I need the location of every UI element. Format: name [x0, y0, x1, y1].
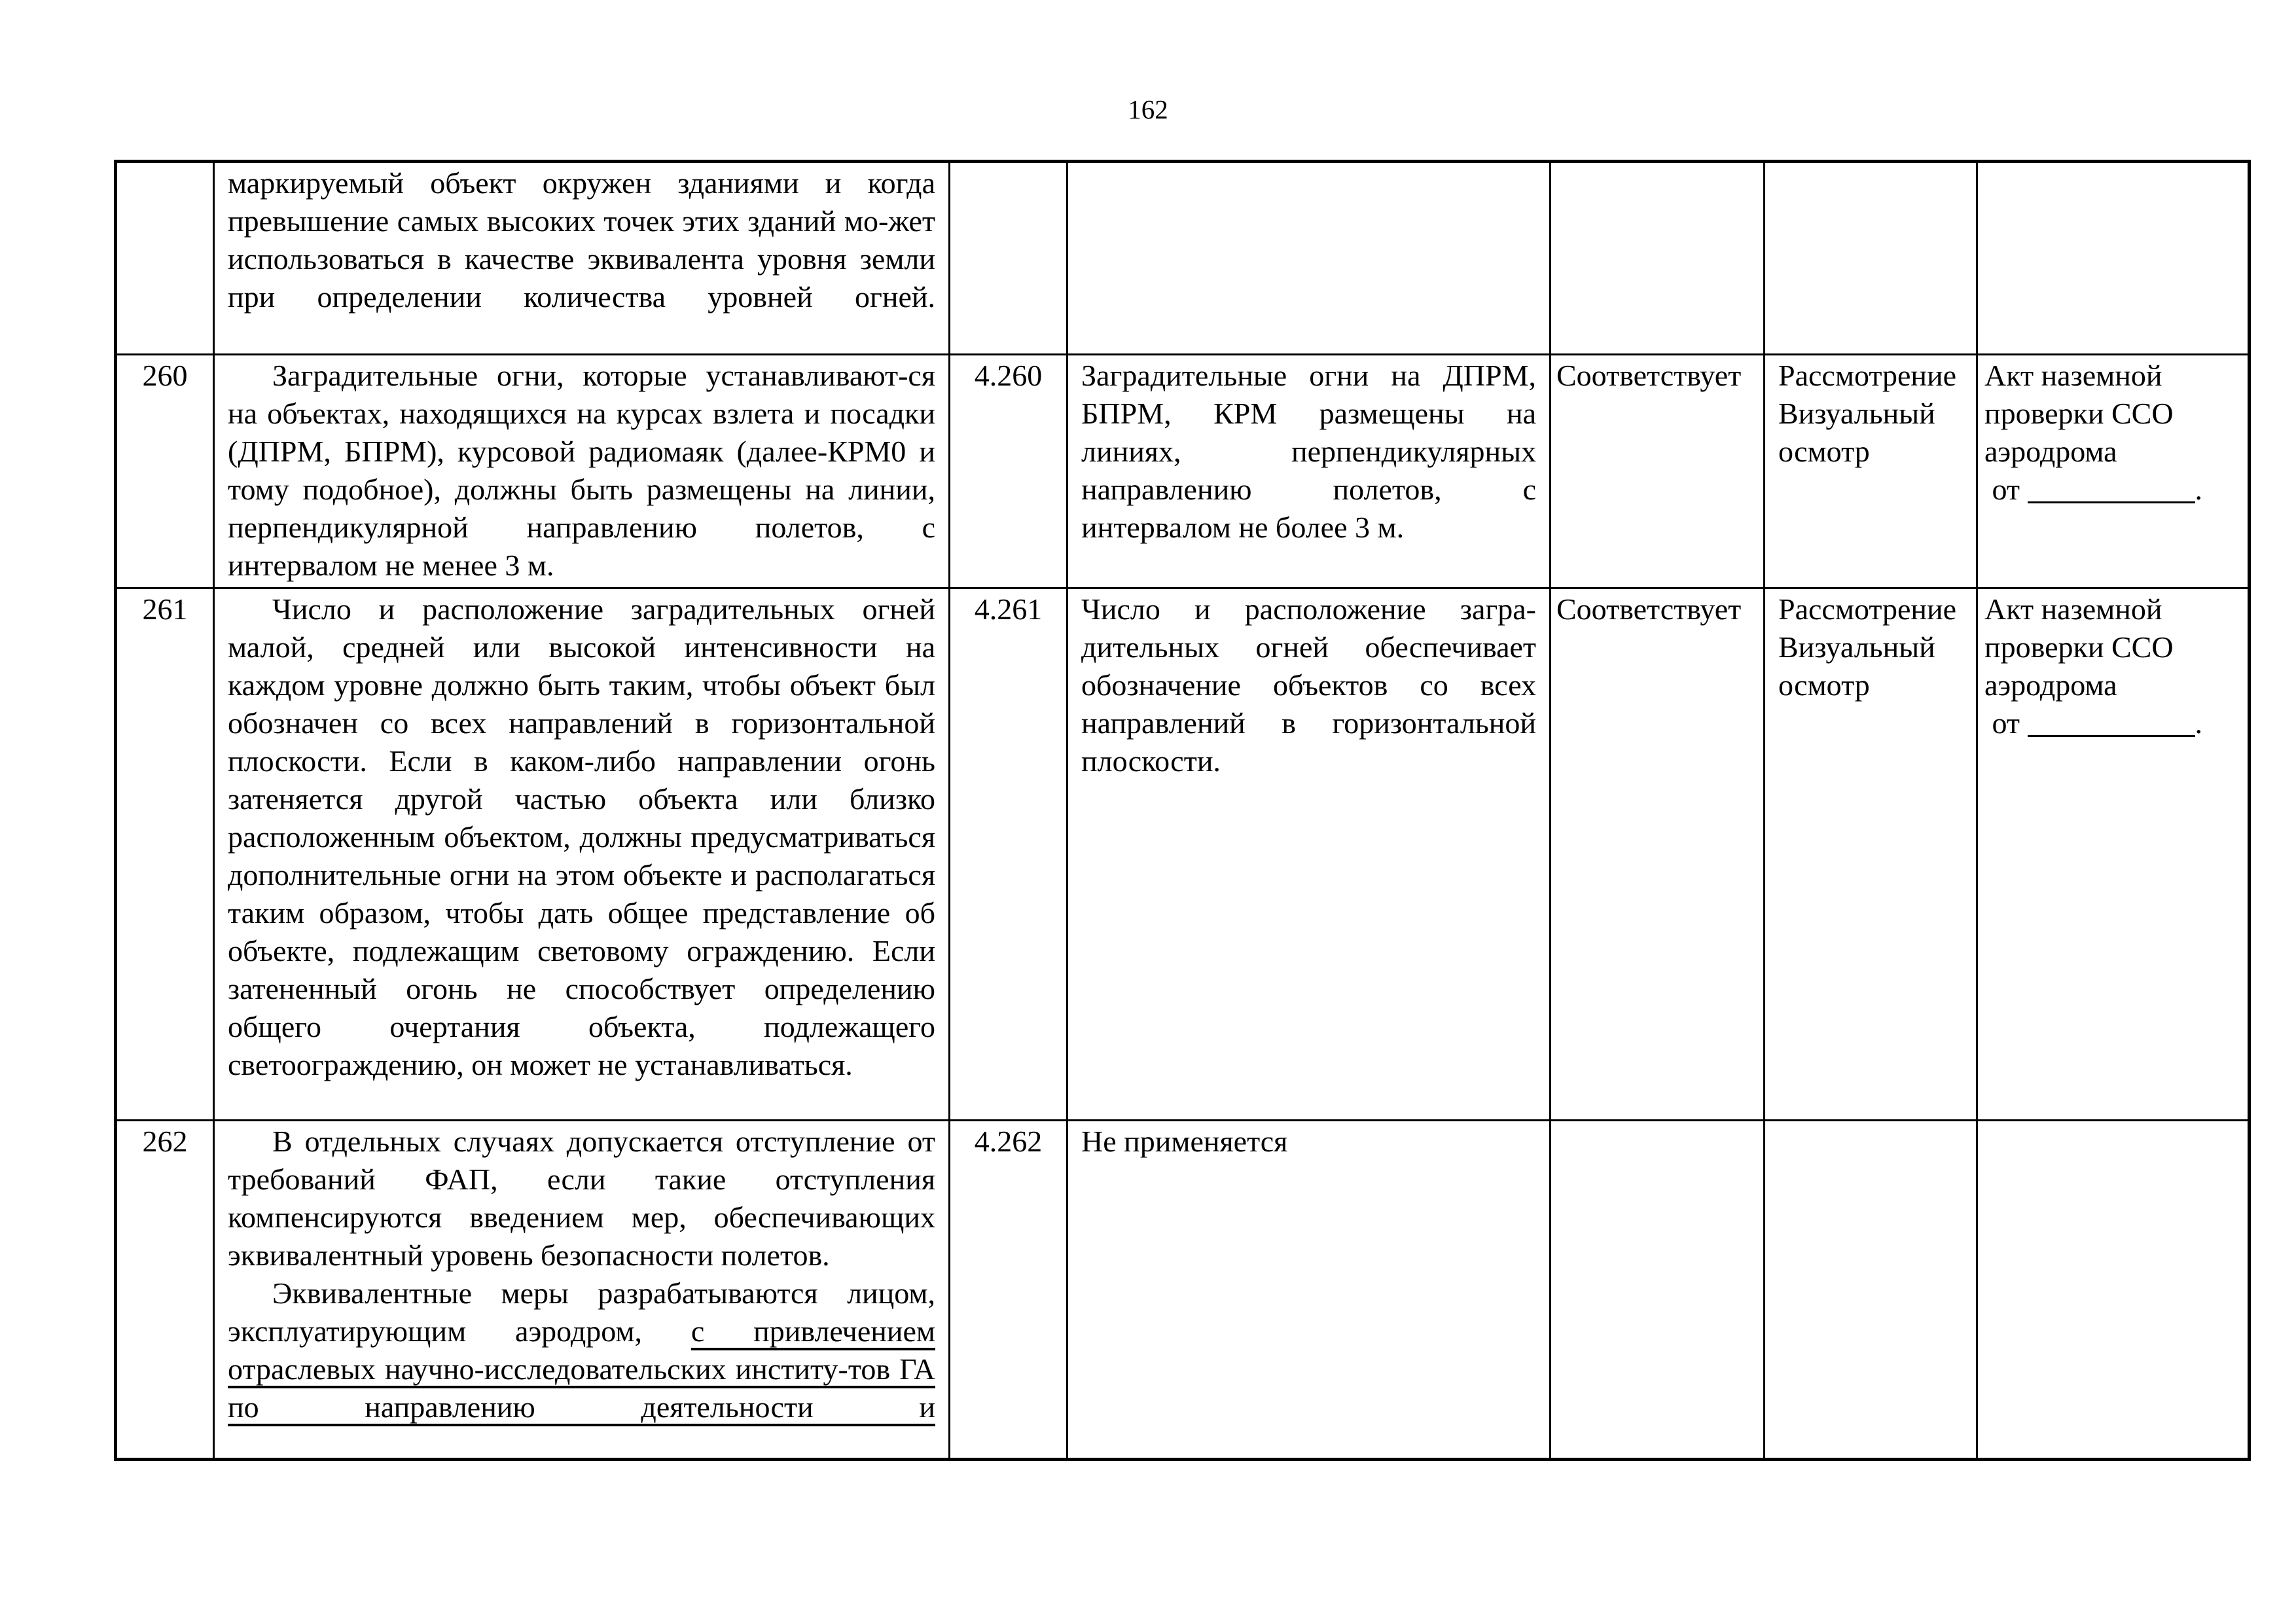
requirement-paragraph-start: Эквивалентные меры разрабатываются лицом, эксплуатирующим аэродром, — [228, 1276, 935, 1348]
requirement-paragraph: Число и расположение заградительных огней малой, средней или высокой интенсивности на каждом уровне должно быть таким, чтобы объект был обозначен со всех направлений в горизонтальной плоскости. Если в каком-либо направлении огонь затеняется другой частью объекта или близко расположенным объектом, должны предусматриваться дополнительные огни на этом объекте и располагаться таким образом, чтобы дать общее представление об объекте, подлежащим световому ограждению. Если затененный огонь не способствует определению общего очертания объекта, подлежащего светоограждению, он может не устанавливаться. — [228, 592, 935, 1081]
evidence-document — [1977, 355, 2250, 588]
requirement-text — [214, 588, 950, 1121]
method-line: Визуальный — [1778, 630, 1935, 664]
method-line: осмотр — [1778, 668, 1870, 702]
verification-method — [1765, 1121, 1977, 1460]
document-line: Акт наземной — [1984, 592, 2162, 626]
underlined-amendment: с привлечением отраслевых научно-исследовательских институ-тов ГА по направлению деятельности и — [228, 1314, 935, 1424]
requirement-paragraph: В отдельных случаях допускается отступление от требований ФАП, если такие отступления компенсируются введением мер, обеспечивающих эквивалентный уровень безопасности полетов. — [228, 1125, 935, 1272]
implementation-text: Не применяется — [1067, 1121, 1551, 1460]
implementation-text: Число и расположение загра-дительных огней обеспечивает обозначение объектов со всех направлений в горизонтальной плоскости. — [1067, 588, 1551, 1121]
document-date-line: от . — [1992, 473, 2202, 506]
requirement-text — [214, 355, 950, 588]
row-number — [116, 162, 214, 355]
verification-method — [1765, 588, 1977, 1121]
reference-number: 4.262 — [950, 1121, 1067, 1460]
table-row — [116, 1121, 2250, 1460]
document-line: аэродрома — [1984, 668, 2117, 702]
row-number: 260 — [116, 355, 214, 588]
table-row — [116, 162, 2250, 355]
document-date-line: от . — [1992, 706, 2202, 740]
requirement-paragraph — [228, 1274, 935, 1426]
evidence-document — [1977, 162, 2250, 355]
compliance-status — [1551, 162, 1765, 355]
date-prefix: от — [1992, 473, 2020, 506]
document-line: аэродрома — [1984, 435, 2117, 468]
method-line: Визуальный — [1778, 397, 1935, 430]
reference-number: 4.261 — [950, 588, 1067, 1121]
method-line: осмотр — [1778, 435, 1870, 468]
implementation-text — [1067, 162, 1551, 355]
document-line: Акт наземной — [1984, 359, 2162, 392]
verification-method — [1765, 162, 1977, 355]
row-number: 262 — [116, 1121, 214, 1460]
compliance-table — [114, 160, 2251, 1461]
document-line: проверки ССО — [1984, 630, 2174, 664]
table-row — [116, 355, 2250, 588]
compliance-status: Соответствует — [1551, 588, 1765, 1121]
compliance-status: Соответствует — [1551, 355, 1765, 588]
compliance-status — [1551, 1121, 1765, 1460]
requirement-paragraph: Заградительные огни, которые устанавливают-ся на объектах, находящихся на курсах взлета и посадки (ДПРМ, БПРМ), курсовой радиомаяк (далее-КРМ0 и тому подобное), должны быть размещены на линии, перпендикулярной направлению полетов, с интервалом не менее 3 м. — [228, 359, 935, 582]
implementation-text: Заградительные огни на ДПРМ, БПРМ, КРМ размещены на линиях, перпендикулярных направлению полетов, с интервалом не более 3 м. — [1067, 355, 1551, 588]
method-line: Рассмотрение — [1778, 359, 1957, 392]
page-number: 162 — [1128, 94, 1168, 124]
method-line: Рассмотрение — [1778, 592, 1957, 626]
evidence-document — [1977, 588, 2250, 1121]
verification-method — [1765, 355, 1977, 588]
row-number: 261 — [116, 588, 214, 1121]
evidence-document — [1977, 1121, 2250, 1460]
date-blank — [2028, 705, 2195, 737]
reference-number: 4.260 — [950, 355, 1067, 588]
table-row — [116, 588, 2250, 1121]
requirement-text — [214, 1121, 950, 1460]
date-prefix: от — [1992, 706, 2020, 740]
date-blank — [2028, 471, 2195, 503]
requirement-text — [214, 162, 950, 355]
requirement-paragraph: маркируемый объект окружен зданиями и когда превышение самых высоких точек этих зданий мо-жет использоваться в качестве эквивалента уровня земли при определении количества уровней огней. — [228, 166, 935, 314]
document-line: проверки ССО — [1984, 397, 2174, 430]
reference-number — [950, 162, 1067, 355]
